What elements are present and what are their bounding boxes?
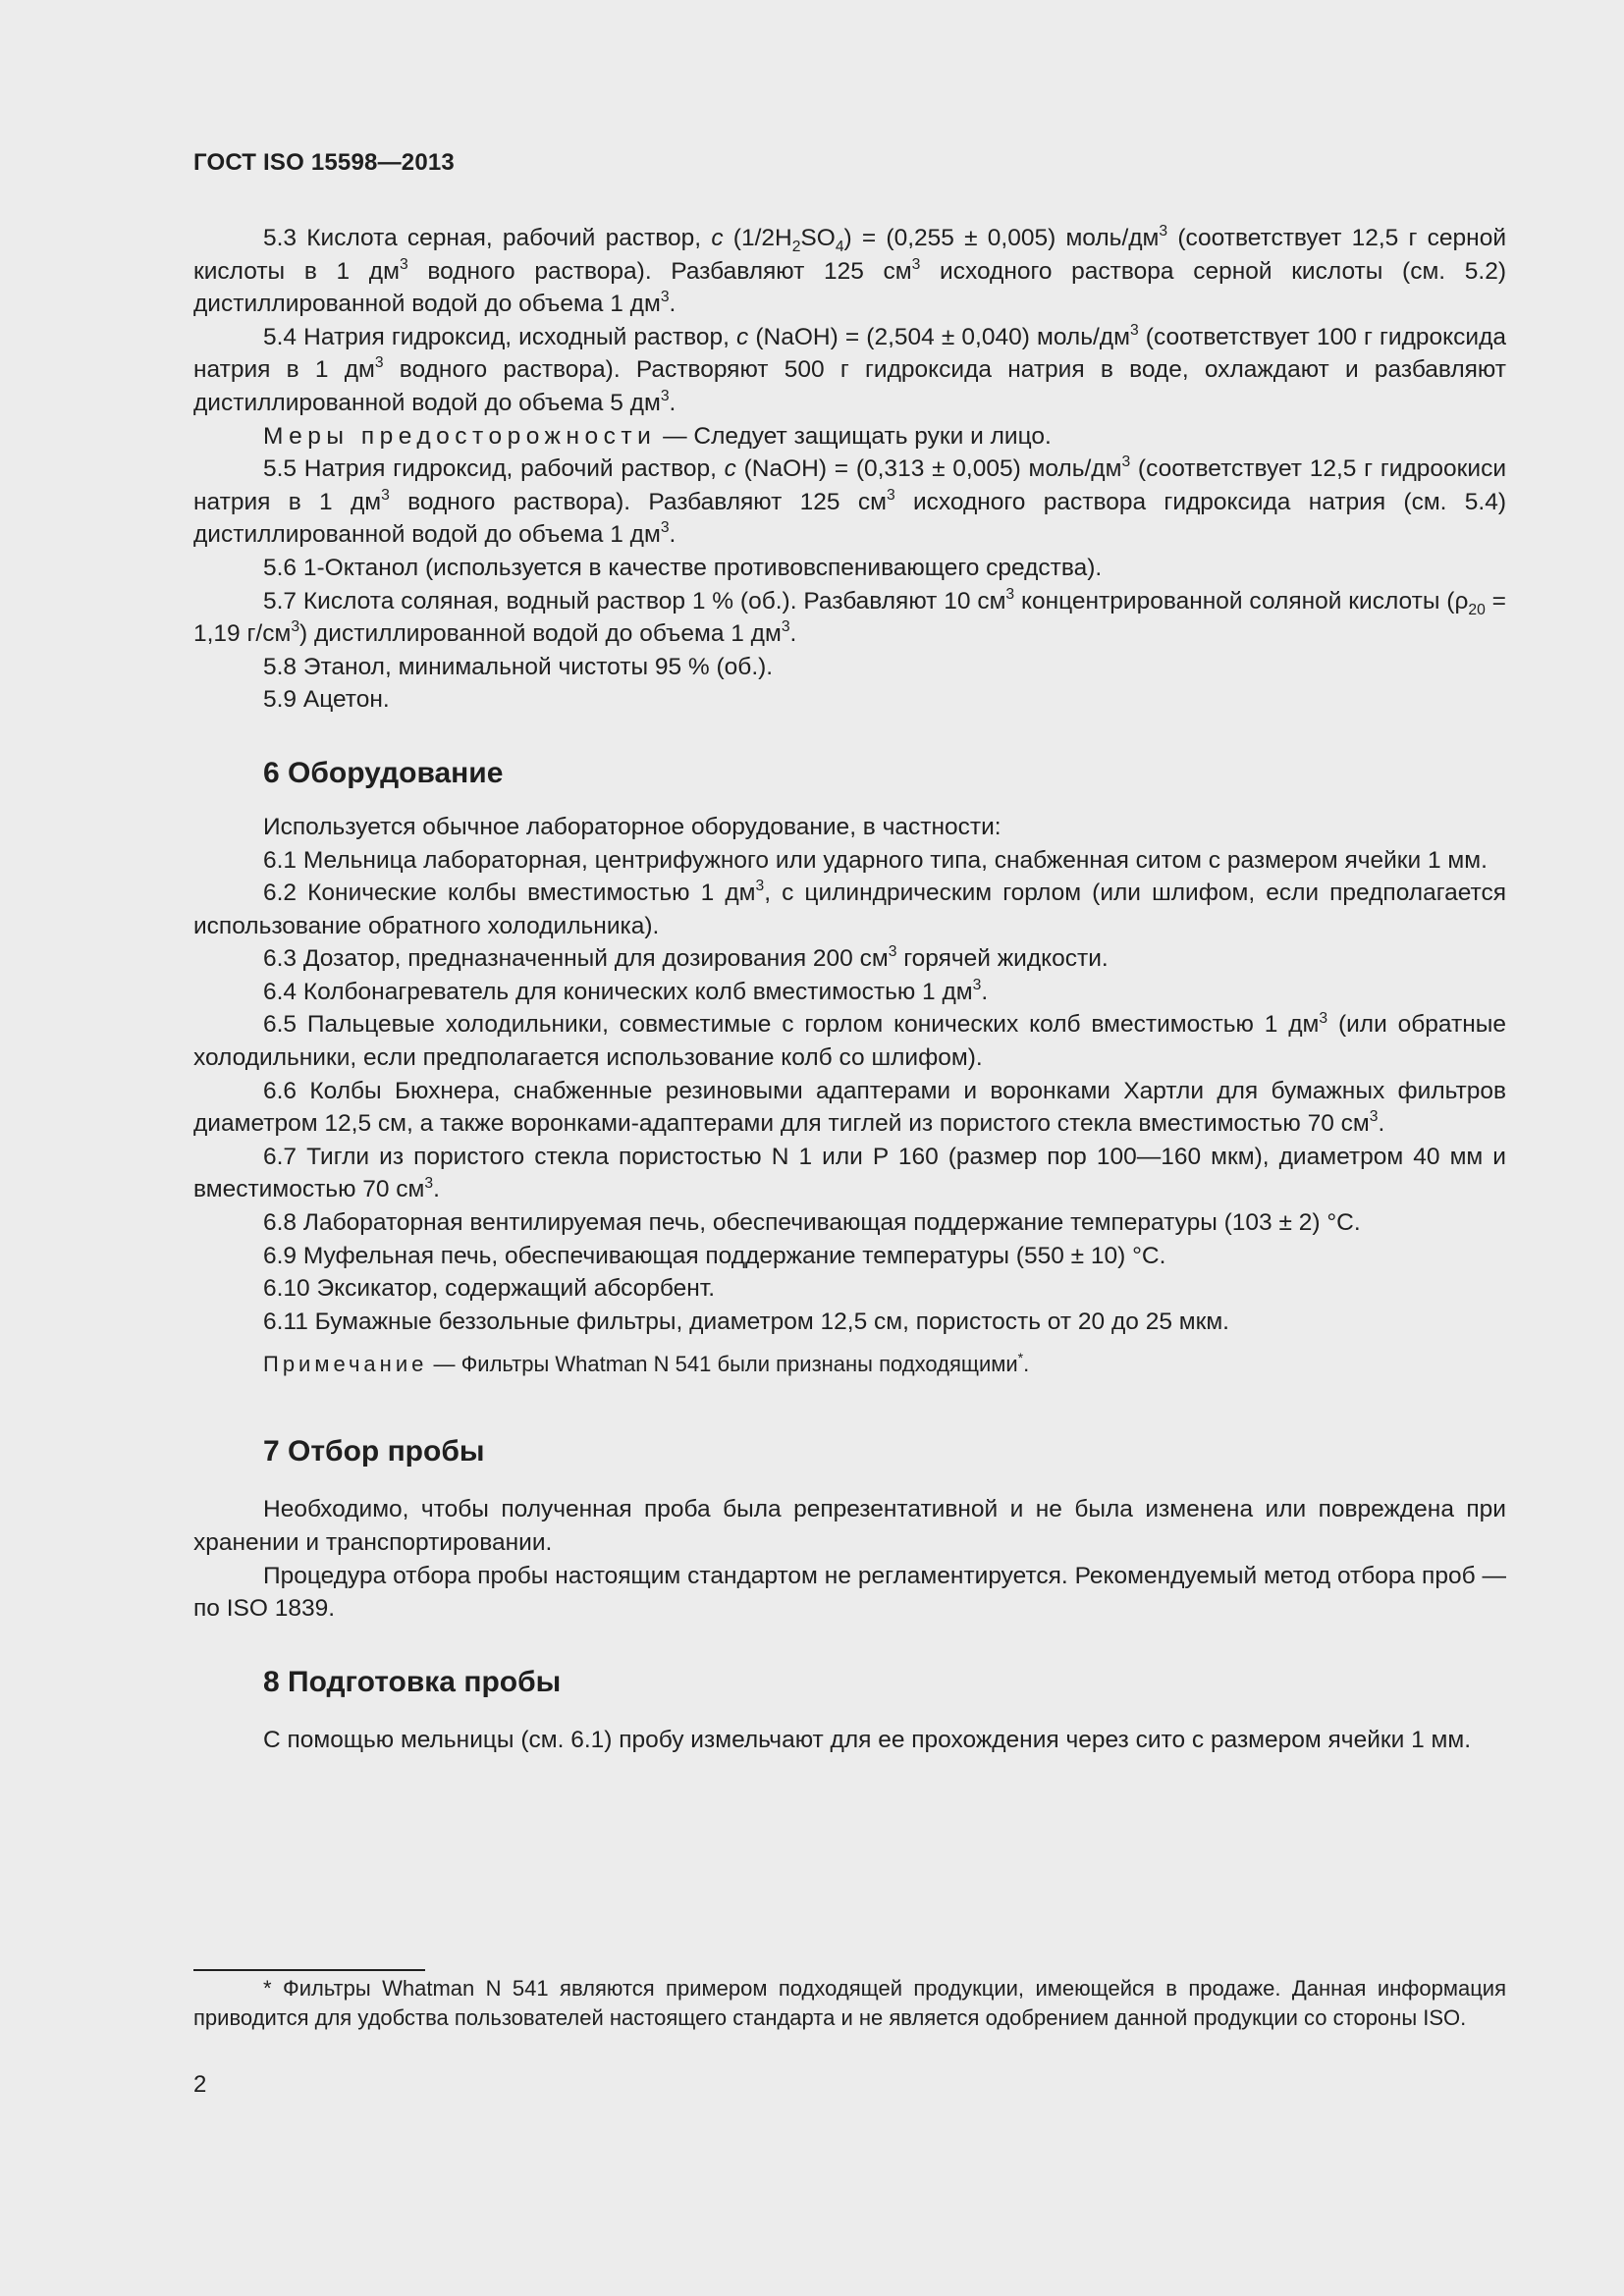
section-8-title: 8 Подготовка пробы [263,1665,562,1698]
clause-6-3: 6.3 Дозатор, предназначенный для дозирования 200 $см^3$ горячей жидкости. [263,943,1109,973]
clause-5-8: 5.8 Этанол, минимальной чистоты 95 % (об.). [263,653,774,680]
page-content [193,222,1506,1756]
section-6-intro: Используется обычное лабораторное оборудование, в частности: [263,813,1001,840]
section-8-paragraph-1: С помощью мельницы (см. 6.1) пробу измельчают для ее прохождения через сито с размером ячейки 1 мм. [263,1726,1472,1753]
clause-6-2: 6.2 Конические колбы вместимостью 1 $дм^3$, с цилиндрическим горлом (или шлифом, если предполагается использование обратного холодильника). [193,878,1507,939]
page-number: 2 [193,2071,207,2098]
clause-5-5: 5.5 Натрия гидроксид, рабочий раствор, c (NaOH) = (0,313 ± 0,005) моль/$дм^3$ (соответствует 12,5 г гидроокиси натрия в 1 $дм^3$ водного раствора). Разбавляют 125 $см^3$ исходного раствора гидроксида натрия (см. 5.4) дистиллированной водой до объема 1 $дм^3$. [193,454,1506,549]
footnote-separator [193,1969,425,1971]
page-header: ГОСТ ISO 15598—2013 [193,149,455,176]
precaution-note: Меры предосторожности — Следует защищать руки и лицо. [263,422,1052,450]
clause-5-9: 5.9 Ацетон. [263,686,390,714]
clause-5-4: 5.4 Натрия гидроксид, исходный раствор, c (NaOH) = (2,504 ± 0,040) моль/$дм^3$ (соответствует 100 г гидроксида натрия в 1 $дм^3$ водного раствора). Растворяют 500 г гидроксида натрия в воде, охлаждают и разбавляют дистиллированной водой до объема 5 $дм^3$. [193,321,1507,416]
clause-5-7: 5.7 Кислота соляная, водный раствор 1 % (об.). Разбавляют 10 $см^3$ концентрированной соляной кислоты ($\rho_{20} = 1,19$ $г/см^3$) дистиллированной водой до объема 1 $дм^3$. [193,585,1506,648]
clause-6-1: 6.1 Мельница лабораторная, центрифужного или ударного типа, снабженная ситом с размером ячейки 1 мм. [263,846,1488,874]
clause-6-6: 6.6 Колбы Бюхнера, снабженные резиновыми адаптерами и воронками Хартли для бумажных фильтров диаметром 12,5 см, а также воронками-адаптерами для тиглей из пористого стекла вместимостью 70 $см^3$. [193,1077,1506,1138]
clause-6-11: 6.11 Бумажные беззольные фильтры, диаметром 12,5 см, пористость от 20 до 25 мкм. [263,1308,1229,1335]
clause-6-8: 6.8 Лабораторная вентилируемая печь, обеспечивающая поддержание температуры (103 ± 2) °С. [263,1209,1361,1237]
clause-5-6: 5.6 1-Октанол (используется в качестве противовспенивающего средства). [263,554,1103,581]
section-6-title: 6 Оборудование [263,756,504,789]
clause-5-3: 5.3 Кислота серная, рабочий раствор, c $(1/2H_2SO_4) = (0,255 \pm 0,005)$ моль/$дм^3$ (соответствует 12,5 г серной кислоты в 1 $дм^3$ водного раствора). Разбавляют 125 $см^3$ исходного раствора серной кислоты (см. 5.2) дистиллированной водой до объема 1 $дм^3$. [193,223,1507,318]
section-6-note: Примечание — Фильтры Whatman N 541 были признаны подходящими*. [263,1350,1030,1377]
section-7-paragraph-1: Необходимо, чтобы полученная проба была репрезентативной и не была изменена или повреждена при хранении и транспортировании. [193,1496,1506,1556]
section-7-paragraph-2: Процедура отбора пробы настоящим стандартом не регламентируется. Рекомендуемый метод отбора проб — по ISO 1839. [193,1562,1506,1623]
clause-6-10: 6.10 Эксикатор, содержащий абсорбент. [263,1275,716,1303]
clause-6-9: 6.9 Муфельная печь, обеспечивающая поддержание температуры (550 ± 10) °С. [263,1242,1166,1269]
clause-6-5: 6.5 Пальцевые холодильники, совместимые с горлом конических колб вместимостью 1 $дм^3$ (или обратные холодильники, если предполагается использование колб со шлифом). [193,1009,1507,1072]
clause-6-4: 6.4 Колбонагреватель для конических колб вместимостью 1 $дм^3$. [263,976,989,1005]
section-7-title: 7 Отбор пробы [263,1435,485,1468]
clause-6-7: 6.7 Тигли из пористого стекла пористостью N 1 или P 160 (размер пор 100—160 мкм), диаметром 40 мм и вместимостью 70 $см^3$. [193,1143,1506,1203]
footnote: * Фильтры Whatman N 541 являются примером подходящей продукции, имеющейся в продаже. Данная информация приводится для удобства пользователей настоящего стандарта и не является одобрением данной продукции со стороны ISO. [193,1976,1506,2030]
footnote-marker: * [1017,1350,1024,1366]
